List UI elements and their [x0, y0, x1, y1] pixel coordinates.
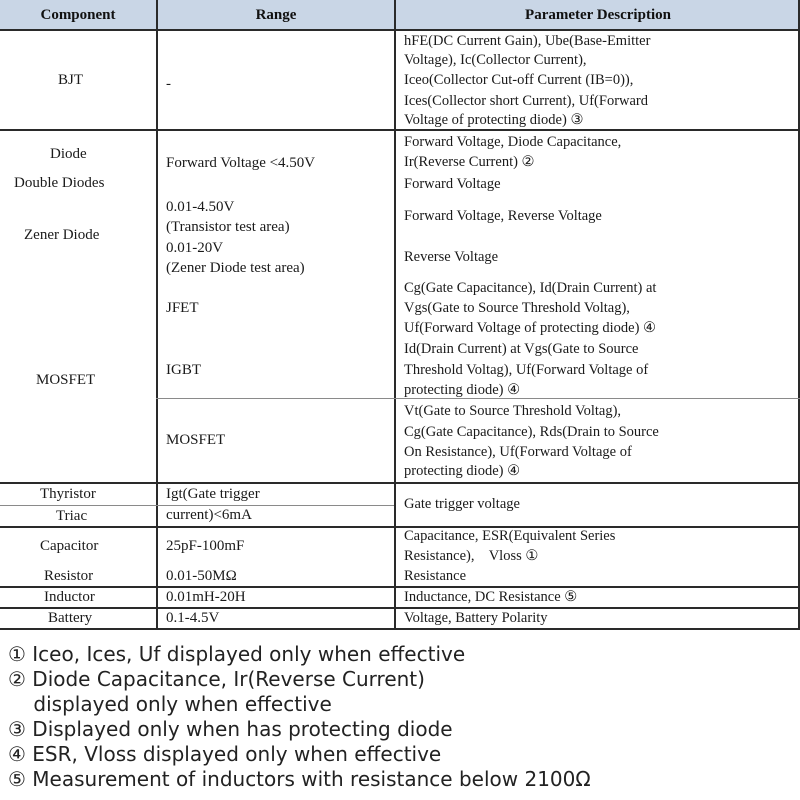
component-triac: Triac [56, 508, 88, 524]
desc-resistor: Resistance [404, 568, 467, 584]
footnote-2-cont: displayed only when effective [8, 692, 332, 716]
component-capacitor: Capacitor [40, 538, 99, 554]
desc-bjt-3: Iceo(Collector Cut-off Current (IB=0)), [404, 72, 634, 88]
range-igbt: IGBT [166, 362, 201, 378]
desc-jfet-1: Cg(Gate Capacitance), Id(Drain Current) at [404, 280, 657, 296]
range-mosfet: MOSFET [166, 432, 226, 448]
desc-inductor: Inductance, DC Resistance ⑤ [404, 589, 578, 605]
range-zener: 0.01-20V [166, 240, 224, 256]
range-capacitor: 25pF-100mF [166, 538, 245, 554]
header-rule [0, 29, 800, 31]
column-divider-2 [394, 0, 396, 630]
footnote-3: ③ Displayed only when has protecting diode [8, 717, 453, 741]
range-resistor: 0.01-50MΩ [166, 568, 237, 584]
desc-diode-2: Ir(Reverse Current) ② [404, 154, 535, 170]
desc-zener-1: Forward Voltage, Reverse Voltage [404, 208, 602, 224]
desc-bjt-1: hFE(DC Current Gain), Ube(Base-Emitter [404, 33, 651, 49]
component-resistor: Resistor [44, 568, 94, 584]
desc-double-diodes: Forward Voltage [404, 176, 501, 192]
footnote-5: ⑤ Measurement of inductors with resistance below 2100Ω [8, 767, 591, 791]
desc-bjt-2: Voltage), Ic(Collector Current), [404, 52, 587, 68]
desc-bjt-5: Voltage of protecting diode) ③ [404, 112, 584, 128]
desc-mosfet-4: protecting diode) ④ [404, 463, 521, 479]
component-battery: Battery [48, 610, 93, 626]
bjt-rule [0, 129, 800, 131]
desc-battery: Voltage, Battery Polarity [404, 610, 548, 626]
resistor-rule [0, 586, 800, 588]
range-battery: 0.1-4.5V [166, 610, 220, 626]
component-inductor: Inductor [44, 589, 95, 605]
desc-mosfet-1: Vt(Gate to Source Threshold Voltag), [404, 403, 622, 419]
component-diode: Diode [50, 146, 87, 162]
inductor-rule [0, 607, 800, 609]
desc-diode-1: Forward Voltage, Diode Capacitance, [404, 134, 622, 150]
battery-rule [0, 628, 800, 630]
range-diode: Forward Voltage <4.50V [166, 155, 316, 171]
component-mosfet: MOSFET [36, 372, 96, 388]
desc-thyristor: Gate trigger voltage [404, 496, 520, 512]
footnote-1: ① Iceo, Ices, Uf displayed only when effective [8, 642, 466, 666]
desc-capacitor-2: Resistance), Vloss ① [404, 548, 539, 564]
range-bjt: - [166, 76, 171, 92]
range-inductor: 0.01mH-20H [166, 589, 246, 605]
desc-zener-2: Reverse Voltage [404, 249, 499, 265]
desc-bjt-4: Ices(Collector short Current), Uf(Forward [404, 93, 649, 109]
mosfet-rule [0, 482, 800, 484]
component-thyristor: Thyristor [40, 486, 96, 502]
range-thyristor-2: current)<6mA [166, 507, 252, 523]
thyristor-rule [0, 526, 800, 528]
thyristor-comp-inner-rule [0, 505, 156, 506]
column-divider-1 [156, 0, 158, 630]
desc-mosfet-2: Cg(Gate Capacitance), Rds(Drain to Source [404, 424, 659, 440]
desc-igbt-1: Id(Drain Current) at Vgs(Gate to Source [404, 341, 639, 357]
desc-capacitor-1: Capacitance, ESR(Equivalent Series [404, 528, 616, 544]
range-transistor-test-note: (Transistor test area) [166, 219, 290, 235]
component-bjt: BJT [58, 72, 84, 88]
header-description: Parameter Description [396, 0, 800, 30]
desc-jfet-2: Vgs(Gate to Source Threshold Voltag), [404, 300, 630, 316]
desc-mosfet-3: On Resistance), Uf(Forward Voltage of [404, 444, 632, 460]
header-range: Range [158, 0, 394, 30]
desc-igbt-3: protecting diode) ④ [404, 382, 521, 398]
range-jfet: JFET [166, 300, 199, 316]
thyristor-inner-rule [156, 505, 394, 506]
range-zener-note: (Zener Diode test area) [166, 260, 305, 276]
desc-jfet-3: Uf(Forward Voltage of protecting diode) ④ [404, 320, 657, 336]
component-zener-diode: Zener Diode [24, 227, 100, 243]
header-component: Component [0, 0, 156, 30]
desc-igbt-2: Threshold Voltag), Uf(Forward Voltage of [404, 362, 649, 378]
range-thyristor-1: Igt(Gate trigger [166, 486, 260, 502]
range-transistor-test: 0.01-4.50V [166, 199, 235, 215]
footnote-2: ② Diode Capacitance, Ir(Reverse Current) [8, 667, 425, 691]
component-double-diodes: Double Diodes [14, 175, 105, 191]
footnote-4: ④ ESR, Vloss displayed only when effective [8, 742, 442, 766]
